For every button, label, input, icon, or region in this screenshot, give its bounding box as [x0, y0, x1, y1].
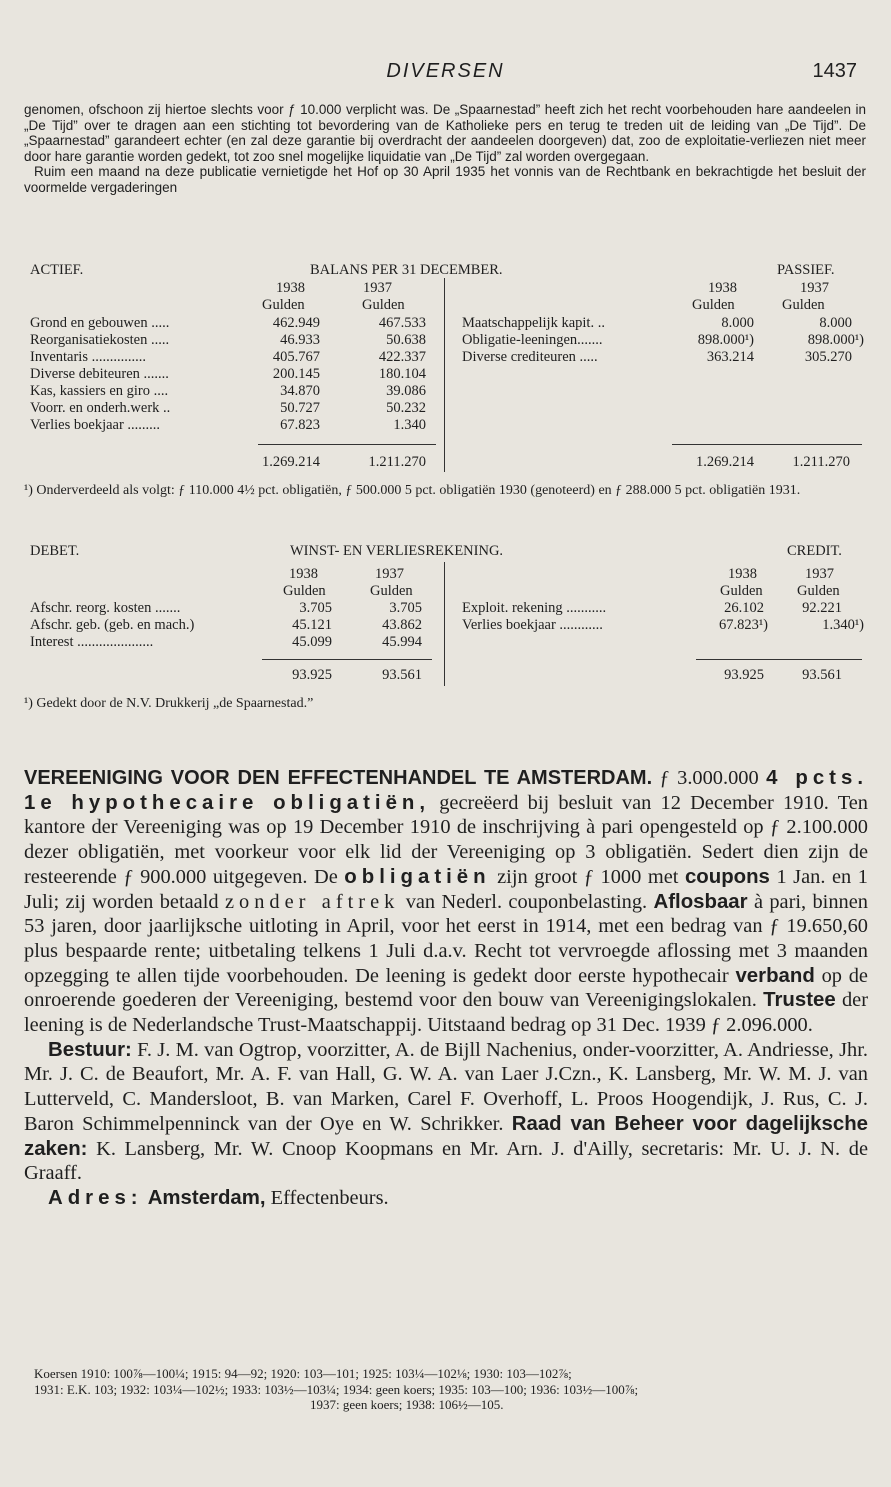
credit-value-1938: 67.823¹) [718, 617, 768, 633]
balans-year-1938-right: 1938 [708, 280, 737, 296]
winst-unit-left-2: Gulden [370, 583, 413, 599]
actief-value-1937: 422.337 [378, 349, 426, 365]
actief-value-1938: 46.933 [280, 332, 320, 348]
adres-text: Effectenbeurs. [270, 1186, 389, 1209]
adres-city: Amsterdam, [147, 1186, 266, 1209]
winst-unit-left-1: Gulden [283, 583, 326, 599]
coupons-term: coupons [684, 865, 770, 888]
zonder-aftrek-term: zonder aftrek [224, 890, 400, 913]
vereeniging-body-4: van Nederl. couponbelasting. [405, 890, 648, 913]
balans-unit-left-1: Gulden [262, 297, 305, 313]
actief-value-1938: 200.145 [272, 366, 320, 382]
winst-sum-line-right [696, 659, 862, 660]
vereeniging-body-5: à pari, binnen 53 jaren, door jaarlijksche uitloting in April, voor het eerst in 1914, met een bedrag van ƒ 19.650,60 plus bespaarde rente; uitbetaling telkens 1 Juli d.a.v. Recht tot vervroegde aflossing met 3 maanden opzegging te allen tijde voorbehouden. De leening is gedekt door eerste hypothecair [24, 890, 868, 987]
winst-year-1938-left: 1938 [289, 566, 318, 582]
intro-paragraph-2: Ruim een maand na deze publicatie vernietigde het Hof op 30 April 1935 het vonnis van de Rechtbank en bekrachtigde het besluit der voormelde vergaderingen [24, 164, 866, 195]
winst-unit-right-2: Gulden [797, 583, 840, 599]
actief-value-1938: 34.870 [280, 383, 320, 399]
debet-value-1938: 45.121 [292, 617, 332, 633]
passief-value-1938: 363.214 [706, 349, 754, 365]
actief-value-1937: 50.232 [386, 400, 426, 416]
balans-year-1938-left: 1938 [276, 280, 305, 296]
balans-column-divider [444, 278, 445, 472]
intro-paragraph-1: genomen, ofschoon zij hiertoe slechts voor ƒ 10.000 verplicht was. De „Spaarnestad” heeft zich het recht voorbehouden hare aandeelen in „De Tijd” over te dragen aan een stichting tot bevordering van de Katholieke pers en terug te treden uit de leiding van „De Tijd”. De „Spaarnestad” garandeert echter (en zal deze garantie bij overdracht der aandeelen doorgeven) dat, zoo de exploitatie-verliezen niet meer door hare garantie worden gedekt, tot zoo snel mogelijke liquidatie van „De Tijd” zal worden overgegaan. [24, 102, 866, 164]
actief-value-1938: 462.949 [272, 315, 320, 331]
trustee-term: Trustee [763, 989, 836, 1012]
winst-title: WINST- EN VERLIESREKENING. [290, 543, 504, 559]
credit-value-1937: 92.221 [802, 600, 842, 616]
verband-term: verband [735, 964, 815, 987]
actief-label: Voorr. en onderh.werk .. [30, 400, 171, 416]
adres-label: Adres: [48, 1186, 143, 1209]
bestuur-paragraph [24, 1038, 868, 1186]
passief-value-1937: 8.000 [819, 315, 852, 331]
debet-value-1937: 43.862 [382, 617, 422, 633]
passief-label: Diverse crediteuren ..... [462, 349, 598, 365]
koersen-line-3: 1937: geen koers; 1938: 106½—105. [310, 1397, 504, 1412]
obligaties-heading: 4 pcts. 1e hypothecaire obligatiën, [24, 767, 868, 814]
balans-unit-right-2: Gulden [782, 297, 825, 313]
vereeniging-body-7: der leening is de Nederlandsche Trust-Maatschappij. Uitstaand bedrag op 31 Dec. 1939 ƒ 2.096.000. [24, 989, 869, 1037]
balans-total-actief-1937: 1.211.270 [368, 454, 426, 470]
balans-total-passief-1938: 1.269.214 [696, 454, 754, 470]
raad-label: Raad van Beheer voor dagelijksche zaken: [24, 1112, 868, 1160]
balans-year-1937-left: 1937 [363, 280, 392, 296]
passief-label: Obligatie-leeningen....... [462, 332, 603, 348]
actief-value-1938: 67.823 [280, 417, 320, 433]
debet-value-1937: 45.994 [382, 634, 422, 650]
debet-value-1938: 3.705 [299, 600, 332, 616]
winst-total-credit-1938: 93.925 [724, 667, 764, 683]
winst-debet-heading: DEBET. [30, 543, 80, 559]
koersen-line-2: 1931: E.K. 103; 1932: 103¼—102½; 1933: 103½—103¼; 1934: geen koers; 1935: 103—100; 1936: 103½—100⅞; [34, 1381, 639, 1397]
actief-value-1937: 39.086 [386, 383, 426, 399]
winst-unit-right-1: Gulden [720, 583, 763, 599]
credit-value-1938: 26.102 [724, 600, 764, 616]
debet-label: Afschr. reorg. kosten ....... [30, 600, 181, 616]
winst-column-divider [444, 562, 445, 686]
winst-year-1938-right: 1938 [728, 566, 757, 582]
balans-sum-line-left [258, 444, 436, 445]
debet-label: Interest ..................... [30, 634, 154, 650]
debet-value-1937: 3.705 [389, 600, 422, 616]
balans-unit-left-2: Gulden [362, 297, 405, 313]
vereeniging-amount: ƒ 3.000.000 [659, 767, 759, 789]
balans-sum-line-right [672, 444, 862, 445]
winst-total-credit-1937: 93.561 [802, 667, 842, 683]
balans-title: BALANS PER 31 DECEMBER. [310, 262, 503, 278]
actief-label: Inventaris ............... [30, 349, 146, 365]
vereeniging-paragraph [24, 766, 868, 1038]
actief-value-1937: 467.533 [378, 315, 426, 331]
page-number: 1437 [812, 60, 857, 82]
winst-year-1937-right: 1937 [805, 566, 834, 582]
koersen-line-1: Koersen 1910: 100⅞—100¼; 1915: 94—92; 1920: 103—101; 1925: 103¼—102⅛; 1930: 103—102⅞; [34, 1366, 572, 1381]
passief-label: Maatschappelijk kapit. .. [462, 315, 605, 331]
vereeniging-body-3: 1 Jan. en 1 Juli; zij worden betaald [24, 865, 868, 913]
actief-label: Diverse debiteuren ....... [30, 366, 169, 382]
actief-label: Grond en gebouwen ..... [30, 315, 170, 331]
aflosbaar-term: Aflosbaar [653, 890, 748, 913]
actief-value-1938: 405.767 [272, 349, 320, 365]
passief-value-1937: 305.270 [804, 349, 852, 365]
intro-text [24, 102, 866, 195]
actief-value-1937: 180.104 [378, 366, 426, 382]
raad-text: K. Lansberg, Mr. W. Cnoop Koopmans en Mr. Arn. J. d'Ailly, secretaris: Mr. U. J. N. de Graaff. [24, 1137, 868, 1185]
actief-value-1937: 50.638 [386, 332, 426, 348]
passief-value-1937: 898.000¹) [807, 332, 864, 348]
balans-passief-heading: PASSIEF. [777, 262, 835, 278]
vereeniging-body-1: gecreëerd bij besluit van 12 December 1910. Ten kantore der Vereeniging was op 19 December 1910 de inschrijving à pari opengesteld op ƒ 2.100.000 dezer obligatiën, met voorkeur voor elk lid der Vereeniging op 3 obligatiën. Sedert dien zijn de resteerende ƒ 900.000 uitgegeven. De [24, 791, 868, 888]
obligatien-term: obligatiën [344, 865, 491, 888]
adres-paragraph [24, 1186, 868, 1211]
actief-label: Verlies boekjaar ......... [30, 417, 161, 433]
credit-value-1937: 1.340¹) [822, 617, 864, 633]
page-header-title: DIVERSEN [386, 60, 505, 82]
koersen-block [34, 1366, 638, 1413]
winst-footnote: ¹) Gedekt door de N.V. Drukkerij „de Spaarnestad.” [24, 696, 314, 711]
debet-label: Afschr. geb. (geb. en mach.) [30, 617, 195, 633]
actief-value-1938: 50.727 [280, 400, 320, 416]
winst-credit-heading: CREDIT. [787, 543, 842, 559]
vereeniging-body-2: zijn groot ƒ 1000 met [497, 865, 679, 888]
bestuur-text: F. J. M. van Ogtrop, voorzitter, A. de Bijll Nachenius, onder-voorzitter, A. Andriesse, Jhr. Mr. J. C. de Beaufort, Mr. A. F. van Hall, G. W. A. van Laer J.Czn., K. Lansberg, Mr. W. M. J. van Lutterveld, C. Mandersloot, B. van Marken, Carel F. Overhoff, L. Proos Hoogendijk, J. Rus, C. J. Baron Schimmelpenninck van der Oye en W. Schrikker. [24, 1038, 868, 1135]
passief-value-1938: 898.000¹) [697, 332, 754, 348]
balans-actief-heading: ACTIEF. [30, 262, 84, 278]
actief-label: Reorganisatiekosten ..... [30, 332, 170, 348]
vereeniging-title: VEREENIGING VOOR DEN EFFECTENHANDEL TE AMSTERDAM. [24, 767, 653, 789]
balans-unit-right-1: Gulden [692, 297, 735, 313]
actief-label: Kas, kassiers en giro .... [30, 383, 169, 399]
debet-value-1938: 45.099 [292, 634, 332, 650]
balans-total-passief-1937: 1.211.270 [792, 454, 850, 470]
balans-year-1937-right: 1937 [800, 280, 829, 296]
winst-total-debet-1938: 93.925 [292, 667, 332, 683]
bestuur-label: Bestuur: [48, 1038, 132, 1061]
winst-total-debet-1937: 93.561 [382, 667, 422, 683]
actief-value-1937: 1.340 [393, 417, 426, 433]
passief-value-1938: 8.000 [721, 315, 754, 331]
winst-year-1937-left: 1937 [375, 566, 404, 582]
vereeniging-section [24, 766, 868, 1211]
credit-label: Exploit. rekening ........... [462, 600, 607, 616]
credit-label: Verlies boekjaar ............ [462, 617, 603, 633]
vereeniging-body-6: op de onroerende goederen der Vereeniging, bestemd voor den bouw van Vereenigingslokalen. [24, 964, 868, 1012]
winst-sum-line-left [262, 659, 432, 660]
balans-footnote: ¹) Onderverdeeld als volgt: ƒ 110.000 4½ pct. obligatiën, ƒ 500.000 5 pct. obligatiën 1930 (genoteerd) en ƒ 288.000 5 pct. obligatiën 1931. [24, 483, 801, 498]
balans-total-actief-1938: 1.269.214 [262, 454, 320, 470]
